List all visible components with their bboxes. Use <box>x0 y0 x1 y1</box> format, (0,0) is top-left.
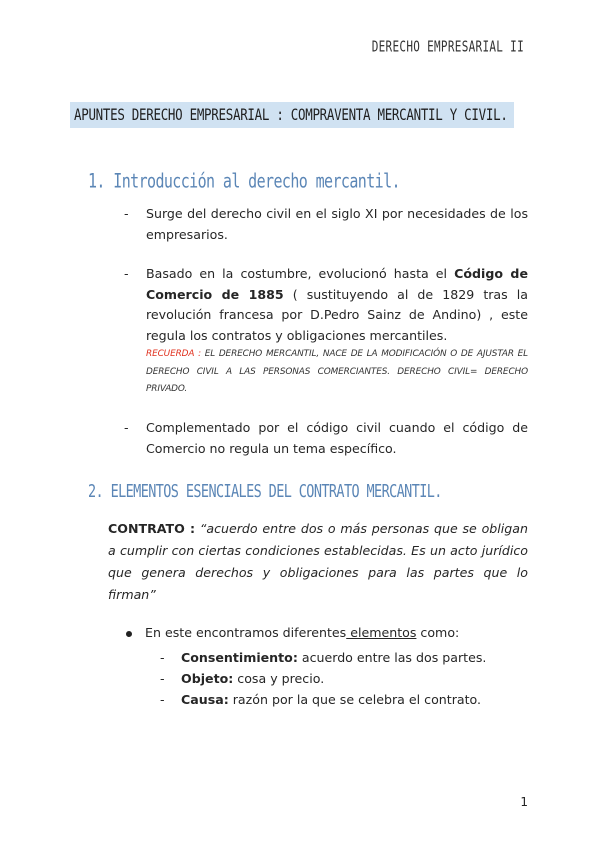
page-number: 1 <box>520 795 528 809</box>
element-text: acuerdo entre las dos partes. <box>297 650 487 665</box>
definition-text: “acuerdo entre dos o más personas que se obligan a cumplir con ciertas condiciones establecidas. Es un acto jurídico que genera derechos y obligaciones para las partes que lo firman” <box>108 521 528 602</box>
reminder-label: RECUERDA : <box>146 349 201 359</box>
element-item <box>160 692 481 707</box>
dash-bullet: - <box>124 420 129 435</box>
bullet-dot-icon <box>126 631 132 637</box>
section-1-heading: 1. Introducción al derecho mercantil. <box>88 169 400 193</box>
contract-definition <box>108 518 528 606</box>
running-header: DERECHO EMPRESARIAL II <box>371 38 524 56</box>
reminder-note <box>146 346 528 399</box>
list-item-text: Complementado por el código civil cuando el código de Comercio no regula un tema específico. <box>146 420 528 456</box>
list-item <box>124 204 528 245</box>
element-label: Objeto: <box>181 671 234 686</box>
bullet-item <box>126 625 459 640</box>
element-text: razón por la que se celebra el contrato. <box>228 692 482 707</box>
list-item <box>124 264 528 399</box>
list-item <box>124 418 528 459</box>
underlined-term: elementos <box>346 625 417 640</box>
reminder-text: EL DERECHO MERCANTIL, NACE DE LA MODIFICACIÓN O DE AJUSTAR EL DERECHO CIVIL A LAS PERSONAS COMERCIANTES. DERECHO CIVIL= DERECHO PRIVADO. <box>146 349 528 394</box>
element-label: Consentimiento: <box>181 650 298 665</box>
element-item <box>160 650 486 665</box>
bold-reference: Código de Comercio de 1885 <box>146 266 528 302</box>
definition-label: CONTRATO : <box>108 521 196 536</box>
document-title: APUNTES DERECHO EMPRESARIAL : COMPRAVENTA MERCANTIL Y CIVIL. <box>70 102 514 128</box>
element-text: cosa y precio. <box>233 671 325 686</box>
element-item <box>160 671 324 686</box>
element-label: Causa: <box>181 692 229 707</box>
dash-bullet: - <box>124 266 129 281</box>
dash-bullet: - <box>160 692 165 707</box>
list-item-text: Basado en la costumbre, evolucionó hasta el Código de Comercio de 1885 ( sustituyendo al de 1829 tras la revolución francesa por D.Pedro Sainz de Andino) , este regula los contratos y obligaciones mercantiles. RECUERDA : EL DERECHO MERCANTIL, NACE DE LA MODIFICACIÓN O DE AJUSTAR EL DERECHO CIVIL A LAS PERSONAS COMERCIANTES. DERECHO CIVIL= DERECHO PRIVADO. <box>146 264 528 399</box>
dash-bullet: - <box>160 650 165 665</box>
dash-bullet: - <box>124 206 129 221</box>
section-2-heading: 2. ELEMENTOS ESENCIALES DEL CONTRATO MERCANTIL. <box>88 481 442 503</box>
dash-bullet: - <box>160 671 165 686</box>
list-item-text: Surge del derecho civil en el siglo XI por necesidades de los empresarios. <box>146 206 528 242</box>
bullet-text: En este encontramos diferentes elementos como: <box>145 625 460 640</box>
